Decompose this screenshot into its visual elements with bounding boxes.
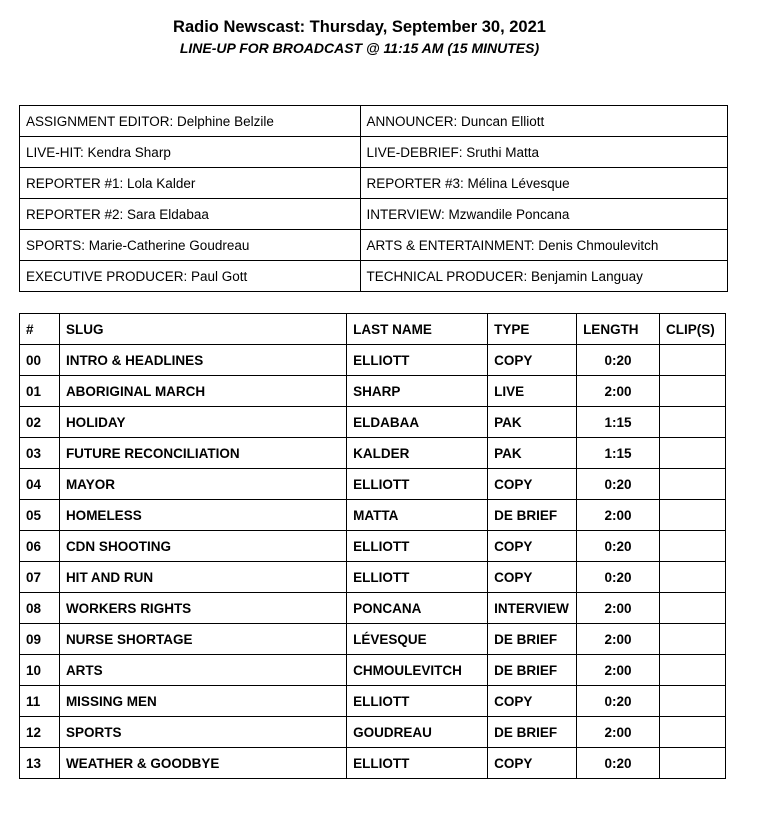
cell-type: DE BRIEF bbox=[488, 500, 577, 531]
cell-number: 09 bbox=[20, 624, 60, 655]
staff-role-left: ASSIGNMENT EDITOR: Delphine Belzile bbox=[20, 106, 361, 137]
cell-length: 2:00 bbox=[577, 500, 660, 531]
staff-role-right: REPORTER #3: Mélina Lévesque bbox=[360, 168, 728, 199]
cell-type: DE BRIEF bbox=[488, 717, 577, 748]
column-header-slug: SLUG bbox=[59, 314, 346, 345]
cell-slug: HIT AND RUN bbox=[59, 562, 346, 593]
cell-clips bbox=[659, 531, 725, 562]
cell-length: 2:00 bbox=[577, 593, 660, 624]
staff-role-right: LIVE-DEBRIEF: Sruthi Matta bbox=[360, 137, 728, 168]
table-row bbox=[20, 531, 726, 562]
table-row bbox=[20, 717, 726, 748]
cell-number: 13 bbox=[20, 748, 60, 779]
staff-role-left: REPORTER #1: Lola Kalder bbox=[20, 168, 361, 199]
cell-slug: ARTS bbox=[59, 655, 346, 686]
column-header-last-name: LAST NAME bbox=[347, 314, 488, 345]
rundown-table-header bbox=[20, 314, 726, 345]
rundown-table bbox=[19, 313, 726, 779]
cell-slug: WEATHER & GOODBYE bbox=[59, 748, 346, 779]
cell-last-name: SHARP bbox=[347, 376, 488, 407]
cell-last-name: MATTA bbox=[347, 500, 488, 531]
staff-role-left: LIVE-HIT: Kendra Sharp bbox=[20, 137, 361, 168]
cell-last-name: CHMOULEVITCH bbox=[347, 655, 488, 686]
staff-role-left: EXECUTIVE PRODUCER: Paul Gott bbox=[20, 261, 361, 292]
cell-number: 00 bbox=[20, 345, 60, 376]
cell-number: 11 bbox=[20, 686, 60, 717]
cell-slug: NURSE SHORTAGE bbox=[59, 624, 346, 655]
table-row bbox=[20, 593, 726, 624]
cell-type: LIVE bbox=[488, 376, 577, 407]
page-subtitle: LINE-UP FOR BROADCAST @ 11:15 AM (15 MINUTES) bbox=[179, 40, 540, 56]
cell-type: DE BRIEF bbox=[488, 655, 577, 686]
cell-number: 05 bbox=[20, 500, 60, 531]
cell-number: 03 bbox=[20, 438, 60, 469]
table-row bbox=[20, 376, 726, 407]
column-header-number: # bbox=[20, 314, 60, 345]
cell-last-name: ELLIOTT bbox=[347, 748, 488, 779]
cell-length: 0:20 bbox=[577, 748, 660, 779]
column-header-clips: CLIP(S) bbox=[659, 314, 725, 345]
cell-type: DE BRIEF bbox=[488, 624, 577, 655]
cell-slug: SPORTS bbox=[59, 717, 346, 748]
cell-last-name: ELLIOTT bbox=[347, 686, 488, 717]
cell-length: 0:20 bbox=[577, 562, 660, 593]
staff-row bbox=[20, 106, 728, 137]
table-row bbox=[20, 748, 726, 779]
cell-length: 2:00 bbox=[577, 376, 660, 407]
rundown-table-body bbox=[20, 345, 726, 779]
cell-type: COPY bbox=[488, 469, 577, 500]
cell-type: COPY bbox=[488, 531, 577, 562]
table-row bbox=[20, 438, 726, 469]
staff-role-left: REPORTER #2: Sara Eldabaa bbox=[20, 199, 361, 230]
cell-clips bbox=[659, 500, 725, 531]
column-header-length: LENGTH bbox=[577, 314, 660, 345]
table-row bbox=[20, 686, 726, 717]
document-header bbox=[0, 16, 719, 58]
cell-slug: WORKERS RIGHTS bbox=[59, 593, 346, 624]
rundown-header-row bbox=[20, 314, 726, 345]
cell-clips bbox=[659, 562, 725, 593]
table-row bbox=[20, 407, 726, 438]
cell-length: 0:20 bbox=[577, 345, 660, 376]
staff-role-right: ARTS & ENTERTAINMENT: Denis Chmoulevitch bbox=[360, 230, 728, 261]
cell-last-name: KALDER bbox=[347, 438, 488, 469]
cell-last-name: ELLIOTT bbox=[347, 469, 488, 500]
cell-clips bbox=[659, 686, 725, 717]
cell-clips bbox=[659, 376, 725, 407]
cell-slug: FUTURE RECONCILIATION bbox=[59, 438, 346, 469]
cell-length: 2:00 bbox=[577, 624, 660, 655]
cell-type: PAK bbox=[488, 407, 577, 438]
staff-table bbox=[19, 105, 728, 292]
cell-clips bbox=[659, 438, 725, 469]
cell-number: 12 bbox=[20, 717, 60, 748]
table-row bbox=[20, 500, 726, 531]
staff-role-right: ANNOUNCER: Duncan Elliott bbox=[360, 106, 728, 137]
cell-clips bbox=[659, 593, 725, 624]
table-row bbox=[20, 655, 726, 686]
cell-clips bbox=[659, 624, 725, 655]
cell-clips bbox=[659, 748, 725, 779]
cell-last-name: ELLIOTT bbox=[347, 345, 488, 376]
cell-length: 0:20 bbox=[577, 531, 660, 562]
staff-role-left: SPORTS: Marie-Catherine Goudreau bbox=[20, 230, 361, 261]
table-row bbox=[20, 345, 726, 376]
column-header-type: TYPE bbox=[488, 314, 577, 345]
cell-slug: INTRO & HEADLINES bbox=[59, 345, 346, 376]
cell-length: 2:00 bbox=[577, 655, 660, 686]
cell-slug: MISSING MEN bbox=[59, 686, 346, 717]
cell-type: COPY bbox=[488, 345, 577, 376]
cell-number: 04 bbox=[20, 469, 60, 500]
cell-clips bbox=[659, 655, 725, 686]
cell-length: 1:15 bbox=[577, 407, 660, 438]
staff-row bbox=[20, 168, 728, 199]
cell-clips bbox=[659, 717, 725, 748]
cell-number: 08 bbox=[20, 593, 60, 624]
cell-last-name: ELLIOTT bbox=[347, 531, 488, 562]
cell-last-name: ELDABAA bbox=[347, 407, 488, 438]
cell-type: PAK bbox=[488, 438, 577, 469]
cell-number: 02 bbox=[20, 407, 60, 438]
cell-length: 0:20 bbox=[577, 469, 660, 500]
cell-number: 07 bbox=[20, 562, 60, 593]
cell-number: 10 bbox=[20, 655, 60, 686]
cell-last-name: LÉVESQUE bbox=[347, 624, 488, 655]
cell-slug: HOMELESS bbox=[59, 500, 346, 531]
cell-clips bbox=[659, 345, 725, 376]
cell-last-name: PONCANA bbox=[347, 593, 488, 624]
cell-last-name: ELLIOTT bbox=[347, 562, 488, 593]
cell-type: INTERVIEW bbox=[488, 593, 577, 624]
table-row bbox=[20, 624, 726, 655]
cell-slug: MAYOR bbox=[59, 469, 346, 500]
cell-type: COPY bbox=[488, 748, 577, 779]
staff-row bbox=[20, 261, 728, 292]
table-row bbox=[20, 562, 726, 593]
cell-length: 1:15 bbox=[577, 438, 660, 469]
page-title: Radio Newscast: Thursday, September 30, 2021 bbox=[173, 18, 546, 36]
staff-role-right: TECHNICAL PRODUCER: Benjamin Languay bbox=[360, 261, 728, 292]
staff-row bbox=[20, 230, 728, 261]
cell-clips bbox=[659, 469, 725, 500]
cell-type: COPY bbox=[488, 686, 577, 717]
staff-table-body bbox=[20, 106, 728, 292]
cell-last-name: GOUDREAU bbox=[347, 717, 488, 748]
cell-length: 2:00 bbox=[577, 717, 660, 748]
staff-role-right: INTERVIEW: Mzwandile Poncana bbox=[360, 199, 728, 230]
staff-row bbox=[20, 137, 728, 168]
cell-number: 01 bbox=[20, 376, 60, 407]
cell-clips bbox=[659, 407, 725, 438]
cell-length: 0:20 bbox=[577, 686, 660, 717]
cell-slug: CDN SHOOTING bbox=[59, 531, 346, 562]
cell-number: 06 bbox=[20, 531, 60, 562]
cell-type: COPY bbox=[488, 562, 577, 593]
table-row bbox=[20, 469, 726, 500]
staff-row bbox=[20, 199, 728, 230]
cell-slug: HOLIDAY bbox=[59, 407, 346, 438]
cell-slug: ABORIGINAL MARCH bbox=[59, 376, 346, 407]
